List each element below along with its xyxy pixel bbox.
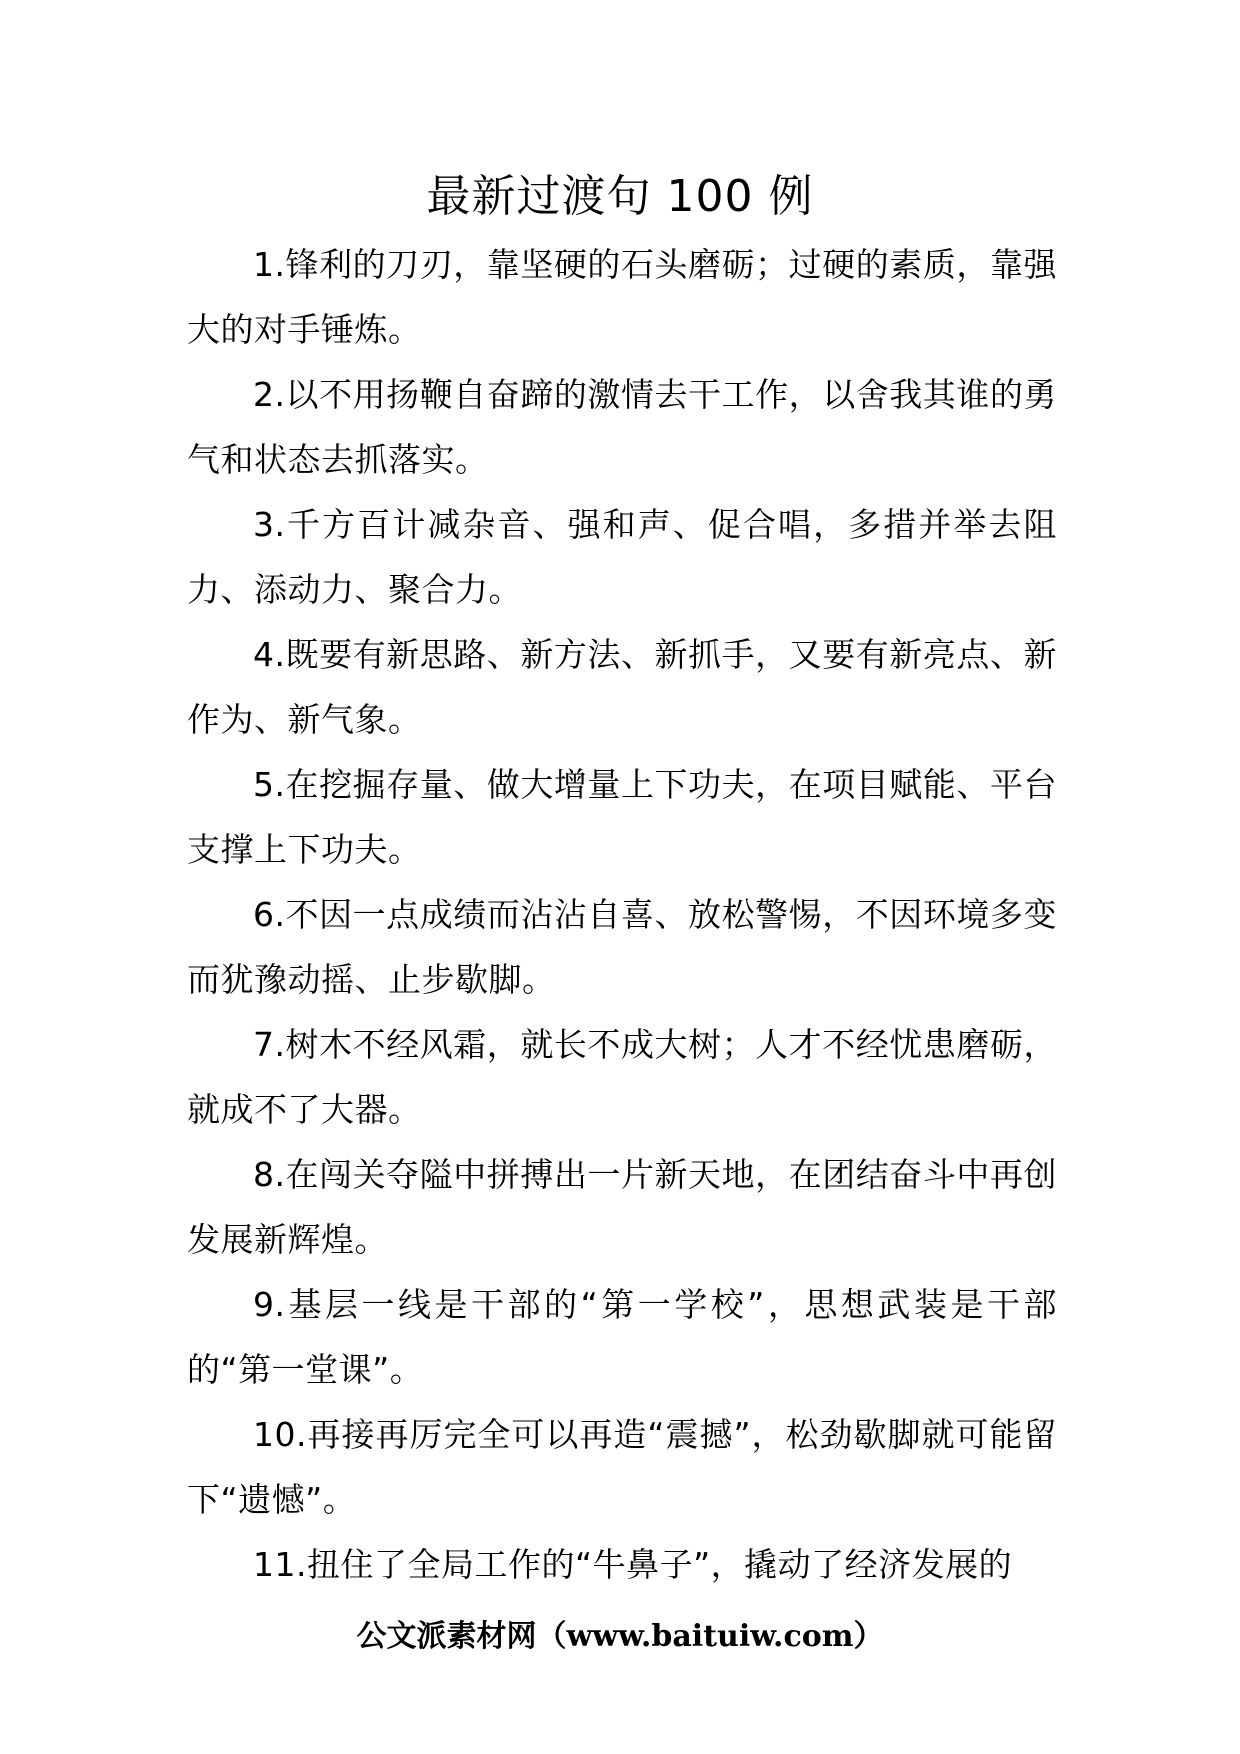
list-item: 2.以不用扬鞭自奋蹄的激情去干工作，以舍我其谁的勇气和状态去抓落实。	[187, 375, 1057, 479]
list-item: 11.扭住了全局工作的“牛鼻子”，撬动了经济发展的	[253, 1545, 1013, 1584]
list-item: 9.基层一线是干部的“第一学校”，思想武装是干部的“第一堂课”。	[187, 1285, 1057, 1389]
page-footer: 公文派素材网（www.baituiw.com）	[356, 1619, 884, 1654]
document-title: 最新过渡句 100 例	[426, 171, 814, 222]
list-item: 8.在闯关夺隘中拼搏出一片新天地，在团结奋斗中再创发展新辉煌。	[187, 1155, 1057, 1259]
document-body	[187, 232, 1057, 1597]
list-item: 4.既要有新思路、新方法、新抓手，又要有新亮点、新作为、新气象。	[187, 635, 1057, 739]
list-item: 10.再接再厉完全可以再造“震撼”，松劲歇脚就可能留下“遗憾”。	[187, 1415, 1057, 1519]
list-item: 3.千方百计减杂音、强和声、促合唱，多措并举去阻力、添动力、聚合力。	[187, 505, 1057, 609]
list-item: 5.在挖掘存量、做大增量上下功夫，在项目赋能、平台支撑上下功夫。	[187, 765, 1057, 869]
list-item: 1.锋利的刀刃，靠坚硬的石头磨砺；过硬的素质，靠强大的对手锤炼。	[187, 245, 1057, 349]
list-item: 7.树木不经风霜，就长不成大树；人才不经忧患磨砺，就成不了大器。	[187, 1025, 1057, 1129]
list-item: 6.不因一点成绩而沾沾自喜、放松警惕，不因环境多变而犹豫动摇、止步歇脚。	[187, 895, 1057, 999]
